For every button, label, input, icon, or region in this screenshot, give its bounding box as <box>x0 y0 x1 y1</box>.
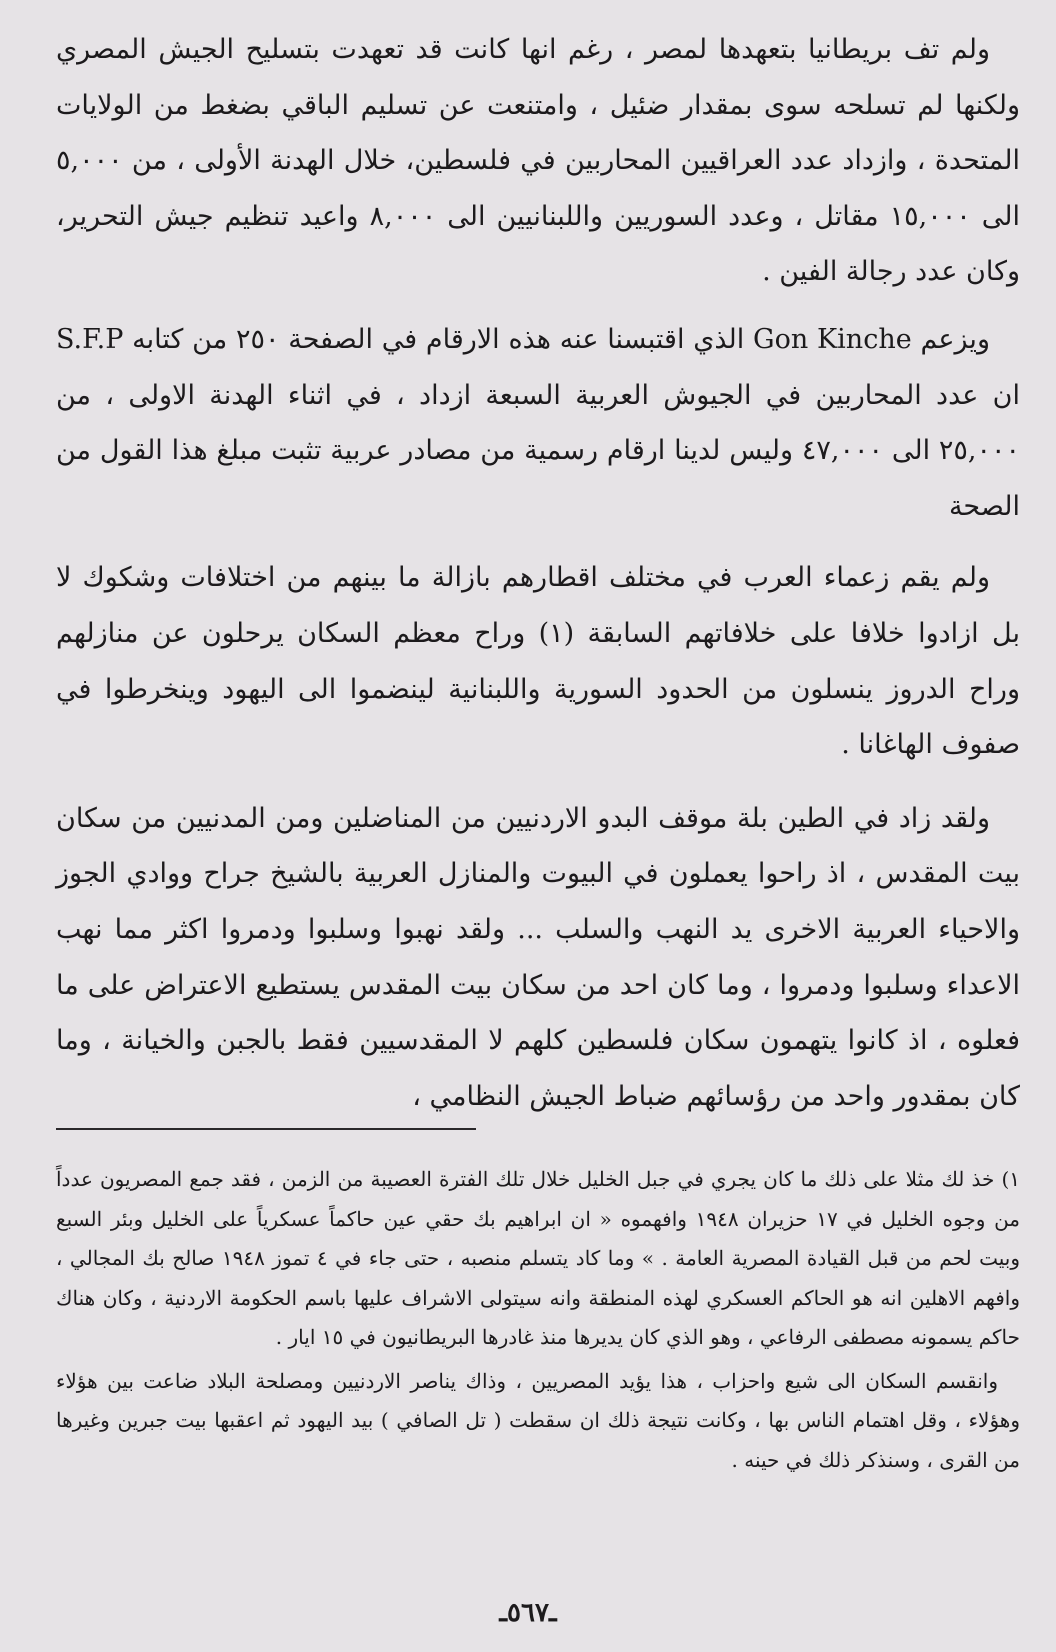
footnote-continuation: وانقسم السكان الى شيع واحزاب ، هذا يؤيد المصريين ، وذاك يناصر الاردنيين ومصلحة البلاد ضاعت بين هؤلاء وهؤلاء ، وقل اهتمام الناس بها ، وكانت نتيجة ذلك ان سقطت ( تل الصافي ) بيد اليهود ثم اعقبها بيت جبرين وغيرها من القرى ، وسنذكر ذلك في حينه . <box>56 1368 1020 1472</box>
paragraph-2: ويزعم Gon Kinche الذي اقتبسنا عنه هذه الارقام في الصفحة ٢٥٠ من كتابه S.F.P ان عدد المحاربين في الجيوش العربية السبعة ازداد ، في اثناء الهدنة الاولى ، من ٢٥,٠٠٠ الى ٤٧,٠٠٠ وليس لدينا ارقام رسمية من مصادر عربية تثبت مبلغ هذا القول من الصحة <box>56 323 1021 522</box>
paragraph-1: ولم تف بريطانيا بتعهدها لمصر ، رغم انها كانت قد تعهدت بتسليح الجيش المصري ولكنها لم تسلحه سوى بمقدار ضئيل ، وامتنعت عن تسليم الباقي بضغط من الولايات المتحدة ، وازداد عدد العراقيين المحاربين في فلسطين، خلال الهدنة الأولى ، من ٥,٠٠٠ الى ١٥,٠٠٠ مقاتل ، وعدد السوريين واللبنانيين الى ٨,٠٠٠ واعيد تنظيم جيش التحرير، وكان عدد رجالة الفين . <box>56 34 1020 288</box>
paragraph-4: ولقد زاد في الطين بلة موقف البدو الاردنيين من المناضلين ومن المدنيين من سكان بيت المقدس ، اذ راحوا يعملون في البيوت والمنازل العربية بالشيخ جراح ووادي الجوز والاحياء العربية الاخرى يد النهب والسلب ... ولقد نهبوا وسلبوا ودمروا اكثر مما نهب الاعداء وسلبوا ودمروا ، وما كان احد من سكان بيت المقدس يستطيع الاعتراض على ما فعلوه ، اذ كانوا يتهمون سكان فلسطين كلهم لا المقدسيين فقط بالجبن والخيانة ، وما كان بمقدور واحد من رؤسائهم ضباط الجيش النظامي ، <box>56 802 1020 1112</box>
footnote-1: ١) خذ لك مثلا على ذلك ما كان يجري في جبل الخليل خلال تلك الفترة العصيبة من الزمن ، فقد جمع المصريون عدداً من وجوه الخليل في ١٧ حزيران ١٩٤٨ وافهموه « ان ابراهيم بك حقي عين حاكماً عسكرياً على الخليل وبئر السبع وبيت لحم من قبل القيادة المصرية العامة . » وما كاد يتسلم منصبه ، حتى جاء في ٤ تموز ١٩٤٨ صالح بك المجالي ، وافهم الاهلين انه هو الحاكم العسكري لهذه المنطقة وانه سيتولى الاشراف عليها باسم الحكومة الاردنية ، وكان هناك حاكم يسمونه مصطفى الرفاعي ، وهو الذي كان يديرها منذ غادرها البريطانيون في ١٥ ايار . <box>56 1167 1021 1349</box>
footnote-separator-rule <box>56 1128 476 1130</box>
footnotes <box>56 1160 1020 1480</box>
page-number: ـ٥٦٧ـ <box>499 1598 557 1628</box>
main-text <box>56 22 1020 1124</box>
paragraph-3: ولم يقم زعماء العرب في مختلف اقطارهم بازالة ما بينهم من اختلافات وشكوك لا بل ازادوا خلافا على خلافاتهم السابقة (١) وراح معظم السكان يرحلون عن منازلهم وراح الدروز ينسلون من الحدود السورية واللبنانية لينضموا الى اليهود وينخرطوا في صفوف الهاغانا . <box>56 562 1021 761</box>
